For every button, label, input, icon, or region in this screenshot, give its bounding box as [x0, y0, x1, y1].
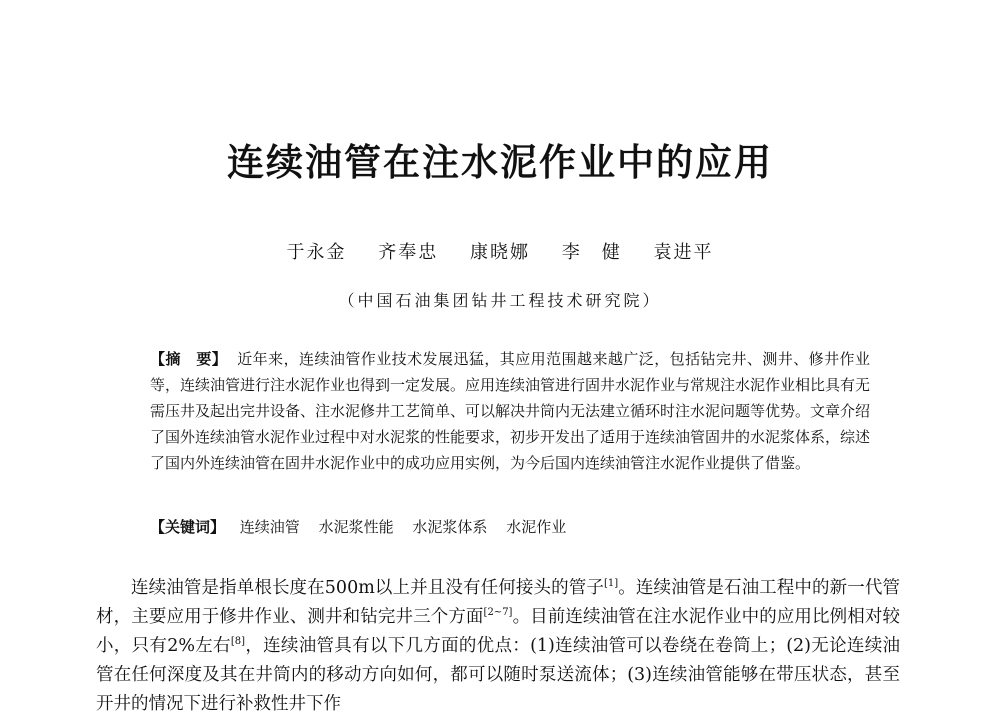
body-text-segment: ，连续油管具有以下几方面的优点：(1)连续油管可以卷绕在卷筒上；(2)无论连续油管在任何深度及其在井筒内的移动方向如何，都可以随时泵送流体；(3)连续油管能够在带压状态，甚至开井的情况下进行补救性井下作 — [96, 636, 900, 714]
body-text-segment: 。连续油管是石油工程中的新一代管材，主要应用于修井作业、测井和钻完井三个方面 — [96, 578, 901, 627]
keywords — [150, 514, 870, 540]
body-text-segment: 。目前连续油管在注水泥作业中的应用比例相对较小，只有2%左右 — [96, 607, 900, 656]
citation[interactable]: [8] — [230, 636, 246, 648]
author: 李 健 — [561, 242, 622, 263]
abstract-label: 【摘 要】 — [150, 350, 228, 368]
author: 于永金 — [286, 242, 347, 263]
keyword: 水泥浆体系 — [412, 518, 488, 536]
keywords-label: 【关键词】 — [150, 518, 226, 536]
affiliation: （中国石油集团钻井工程技术研究院） — [338, 291, 662, 310]
author: 齐奉忠 — [378, 242, 439, 263]
citation[interactable]: [2~7] — [483, 607, 513, 619]
keyword: 水泥浆性能 — [318, 518, 394, 536]
body-paragraph — [96, 574, 900, 719]
abstract-text: 近年来，连续油管作业技术发展迅猛，其应用范围越来越广泛，包括钻完井、测井、修井作业等，连续油管进行注水泥作业也得到一定发展。应用连续油管进行固井水泥作业与常规注水泥作业相比具有无需压井及起出完井设备、注水泥修井工艺简单、可以解决井筒内无法建立循环时注水泥问题等优势。文章介绍了国外连续油管水泥作业过程中对水泥浆的性能要求，初步开发出了适用于连续油管固井的水泥浆体系，综述了国内外连续油管在固井水泥作业中的成功应用实例，为今后国内连续油管注水泥作业提供了借鉴。 — [150, 350, 871, 472]
citation[interactable]: [1] — [603, 578, 619, 590]
abstract — [150, 346, 870, 476]
author: 袁进平 — [653, 242, 714, 263]
keyword: 水泥作业 — [506, 518, 567, 536]
author: 康晓娜 — [470, 242, 530, 263]
author-list — [0, 238, 1000, 264]
paper-title: 连续油管在注水泥作业中的应用 — [227, 141, 773, 184]
body-text-segment: 连续油管是指单根长度在500m以上并且没有任何接头的管子 — [131, 578, 604, 598]
keyword: 连续油管 — [239, 518, 300, 536]
